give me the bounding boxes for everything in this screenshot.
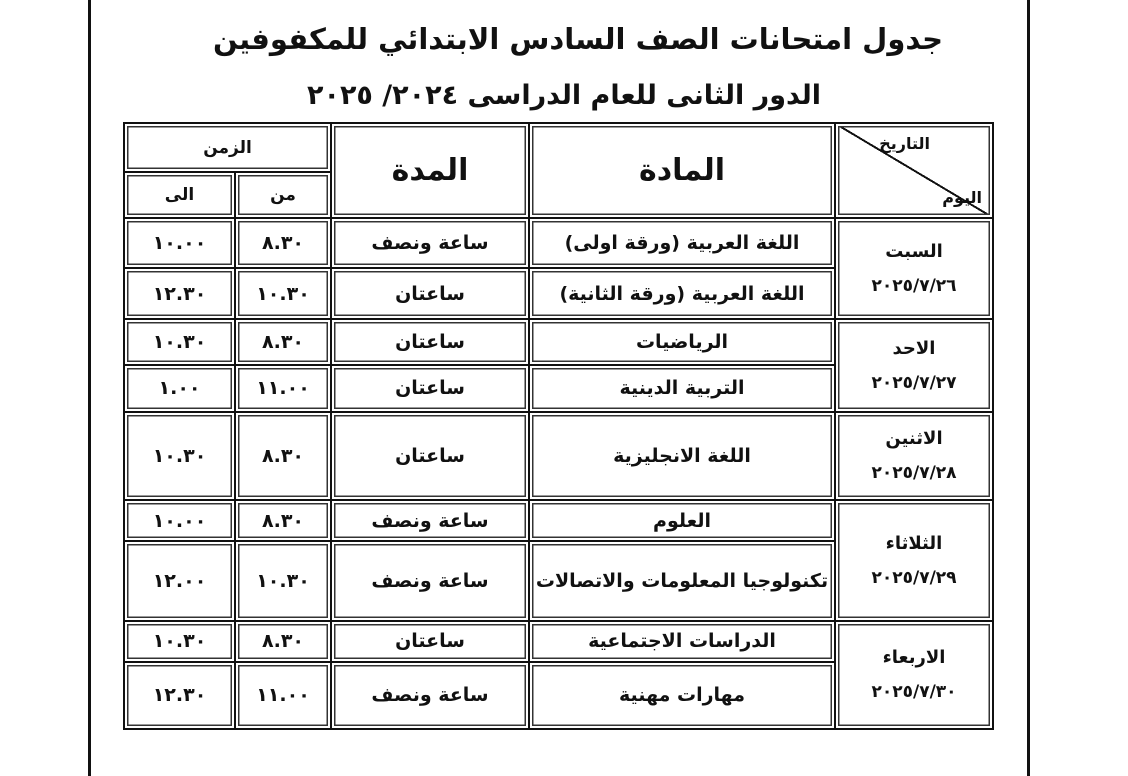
duration-cell: ساعتان	[331, 319, 529, 365]
from-cell: ١١.٠٠	[235, 365, 331, 411]
day-name: الاربعاء	[882, 647, 946, 669]
subject-cell: اللغة الانجليزية	[529, 412, 835, 501]
header-row-top	[124, 123, 993, 172]
from-cell: ١١.٠٠	[235, 662, 331, 729]
from-cell: ٨.٣٠	[235, 218, 331, 269]
day-date: ٢٠٢٥/٧/٢٦	[871, 275, 957, 296]
duration-cell: ساعة ونصف	[331, 662, 529, 729]
day-date: ٢٠٢٥/٧/٢٩	[871, 567, 957, 588]
duration-cell: ساعة ونصف	[331, 541, 529, 620]
from-cell: ١٠.٣٠	[235, 541, 331, 620]
to-header: الى	[124, 172, 235, 217]
exam-schedule-table	[123, 122, 994, 730]
day-cell	[835, 500, 993, 621]
day-name: الاحد	[892, 337, 936, 359]
day-name: الاثنين	[885, 428, 943, 450]
subject-cell: تكنولوجيا المعلومات والاتصالات	[529, 541, 835, 620]
subject-cell: التربية الدينية	[529, 365, 835, 411]
to-cell: ١٢.٣٠	[124, 268, 235, 319]
table-row	[124, 500, 993, 541]
day-name: الثلاثاء	[885, 532, 943, 554]
subject-header: المادة	[529, 123, 835, 218]
subject-cell: مهارات مهنية	[529, 662, 835, 729]
day-date: ٢٠٢٥/٧/٢٧	[871, 372, 957, 393]
table-row	[124, 319, 993, 365]
day-cell	[835, 621, 993, 729]
day-date: ٢٠٢٥/٧/٣٠	[871, 682, 957, 703]
to-cell: ١.٠٠	[124, 365, 235, 411]
duration-cell: ساعتان	[331, 365, 529, 411]
from-cell: ٨.٣٠	[235, 412, 331, 501]
subject-cell: اللغة العربية (ورقة الثانية)	[529, 268, 835, 319]
table-row	[124, 412, 993, 501]
to-cell: ١٠.٠٠	[124, 500, 235, 541]
date-day-header-cell	[835, 123, 993, 218]
duration-cell: ساعتان	[331, 268, 529, 319]
table-row	[124, 621, 993, 662]
from-header: من	[235, 172, 331, 217]
from-cell: ٨.٣٠	[235, 319, 331, 365]
day-date: ٢٠٢٥/٧/٢٨	[871, 463, 957, 484]
day-header-label: اليوم	[942, 187, 983, 207]
duration-cell: ساعة ونصف	[331, 500, 529, 541]
date-header-label: التاريخ	[879, 134, 931, 153]
subject-cell: الدراسات الاجتماعية	[529, 621, 835, 662]
to-cell: ١٠.٣٠	[124, 621, 235, 662]
to-cell: ١٠.٠٠	[124, 218, 235, 269]
to-cell: ١٠.٣٠	[124, 412, 235, 501]
table-row	[124, 218, 993, 269]
day-name: السبت	[885, 240, 943, 262]
subject-cell: العلوم	[529, 500, 835, 541]
to-cell: ١٠.٣٠	[124, 319, 235, 365]
subject-cell: اللغة العربية (ورقة اولى)	[529, 218, 835, 269]
duration-cell: ساعتان	[331, 621, 529, 662]
day-cell	[835, 412, 993, 501]
to-cell: ١٢.٣٠	[124, 662, 235, 729]
from-cell: ٨.٣٠	[235, 621, 331, 662]
from-cell: ٨.٣٠	[235, 500, 331, 541]
to-cell: ١٢.٠٠	[124, 541, 235, 620]
duration-cell: ساعة ونصف	[331, 218, 529, 269]
from-cell: ١٠.٣٠	[235, 268, 331, 319]
time-header: الزمن	[124, 123, 331, 172]
subject-cell: الرياضيات	[529, 319, 835, 365]
document-title: جدول امتحانات الصف السادس الابتدائي للمكفوفين	[212, 22, 944, 56]
document-subtitle: الدور الثانى للعام الدراسى ٢٠٢٤/ ٢٠٢٥	[306, 80, 821, 111]
day-cell	[835, 218, 993, 319]
duration-cell: ساعتان	[331, 412, 529, 501]
day-cell	[835, 319, 993, 412]
duration-header: المدة	[331, 123, 529, 218]
